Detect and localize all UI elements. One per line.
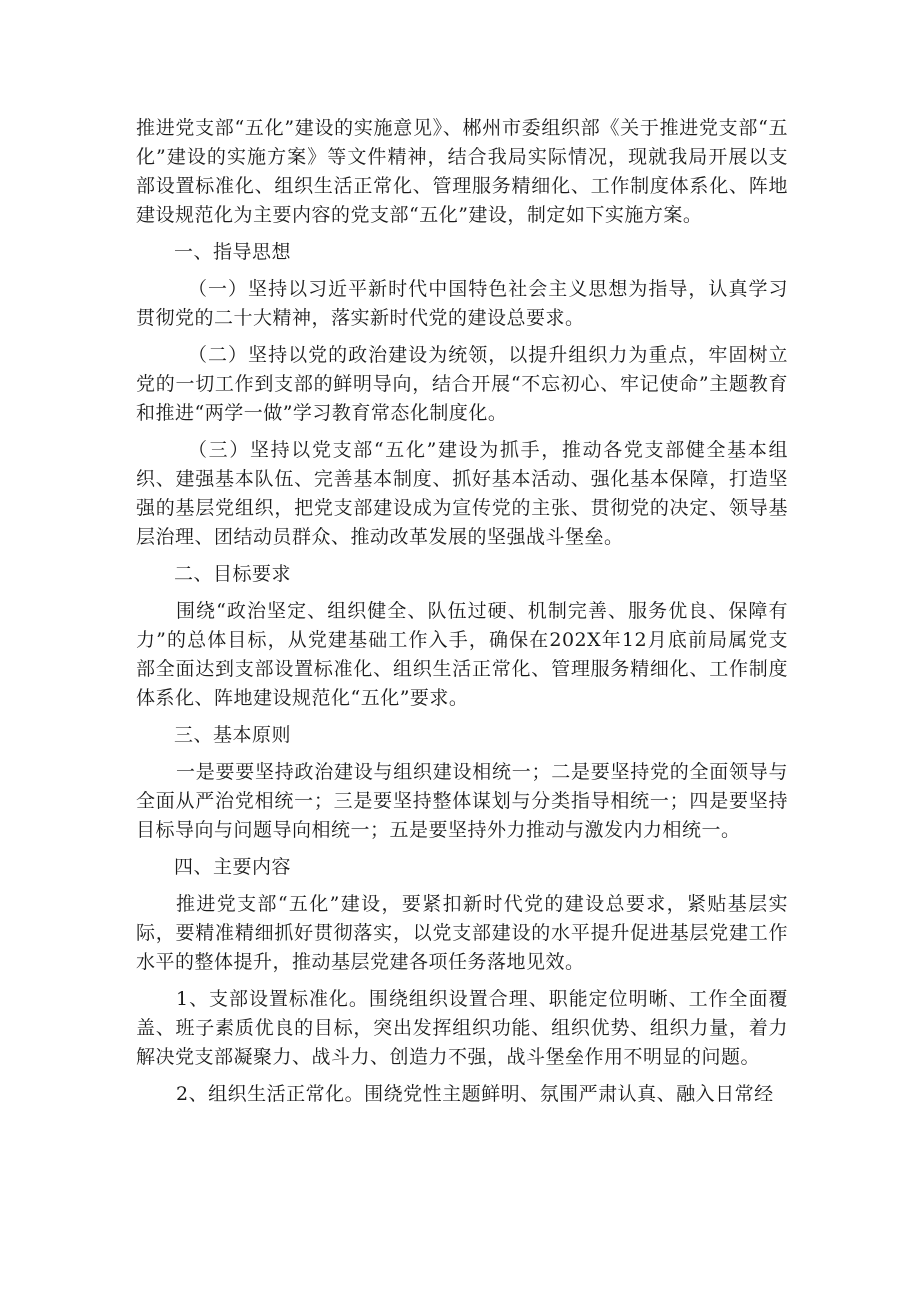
item-organizational-life: 2、组织生活正常化。围绕党性主题鲜明、氛围严肃认真、融入日常经	[176, 1083, 774, 1105]
section-heading-principles: 三、基本原则	[174, 724, 292, 746]
section-heading-main-content: 四、主要内容	[174, 856, 292, 878]
item-branch-standardization: 1、支部设置标准化。围绕组织设置合理、职能定位明晰、工作全面覆盖、班子素质优良的目标，突出发挥组织功能、组织优势、组织力量，着力解决党支部凝聚力、战斗力、创造力不强，战斗堡垒作用不明显的问题。	[136, 988, 788, 1068]
principles-paragraph: 一是要要坚持政治建设与组织建设相统一；二是要坚持党的全面领导与全面从严治党相统一；三是要坚持整体谋划与分类指导相统一；四是要坚持目标导向与问题导向相统一；五是要坚持外力推动与激发内力相统一。	[136, 761, 788, 841]
document-body	[136, 114, 788, 1117]
guiding-point-3: （三）坚持以党支部“五化”建设为抓手，推动各党支部健全基本组织、建强基本队伍、完善基本制度、抓好基本活动、强化基本保障，打造坚强的基层党组织，把党支部建设成为宣传党的主张、贯彻党的决定、领导基层治理、团结动员群众、推动改革发展的坚强战斗堡垒。	[136, 439, 788, 548]
guiding-point-1: （一）坚持以习近平新时代中国特色社会主义思想为指导，认真学习贯彻党的二十大精神，落实新时代党的建设总要求。	[136, 278, 788, 329]
guiding-point-2: （二）坚持以党的政治建设为统领，以提升组织力为重点，牢固树立党的一切工作到支部的鲜明导向，结合开展“不忘初心、牢记使命”主题教育和推进“两学一做”学习教育常态化制度化。	[136, 344, 788, 424]
main-content-paragraph: 推进党支部“五化”建设，要紧扣新时代党的建设总要求，紧贴基层实际，要精准精细抓好贯彻落实，以党支部建设的水平提升促进基层党建工作水平的整体提升，推动基层党建各项任务落地见效。	[136, 893, 788, 973]
intro-paragraph: 推进党支部“五化”建设的实施意见》、郴州市委组织部《关于推进党支部“五化”建设的实施方案》等文件精神，结合我局实际情况，现就我局开展以支部设置标准化、组织生活正常化、管理服务精细化、工作制度体系化、阵地建设规范化为主要内容的党支部“五化”建设，制定如下实施方案。	[136, 117, 788, 226]
section-heading-guiding-ideology: 一、指导思想	[174, 241, 292, 263]
section-heading-goals: 二、目标要求	[174, 563, 292, 585]
goals-paragraph: 围绕“政治坚定、组织健全、队伍过硬、机制完善、服务优良、保障有力”的总体目标，从党建基础工作入手，确保在202X年12月底前局属党支部全面达到支部设置标准化、组织生活正常化、管理服务精细化、工作制度体系化、阵地建设规范化“五化”要求。	[136, 600, 788, 709]
